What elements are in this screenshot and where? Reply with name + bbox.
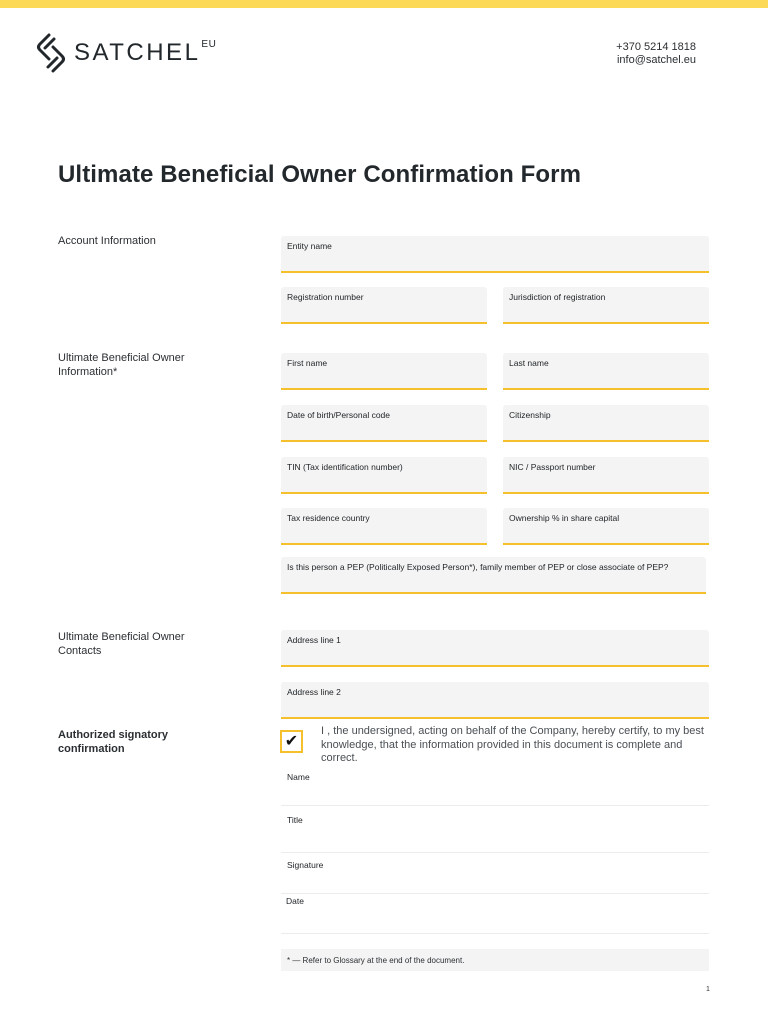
dob-label: Date of birth/Personal code: [287, 410, 391, 420]
title-input-line[interactable]: [281, 852, 709, 853]
registration-number-field[interactable]: [281, 287, 487, 324]
address-line-1-field[interactable]: [281, 630, 709, 667]
section-authorized-signatory: Authorized signatory confirmation: [58, 729, 169, 755]
last-name-field[interactable]: [503, 353, 709, 390]
section-ubo-information: Ultimate Beneficial Owner Information*: [58, 352, 185, 378]
tin-field[interactable]: [281, 457, 487, 494]
date-label: Date: [286, 896, 304, 906]
entity-name-label: Entity name: [287, 241, 332, 251]
address-line-2-field[interactable]: [281, 682, 709, 719]
top-accent-bar: [0, 0, 768, 8]
email-address[interactable]: info@satchel.eu: [616, 54, 696, 66]
name-label: Name: [287, 772, 310, 782]
pep-field[interactable]: [281, 557, 706, 594]
certification-text: I , the undersigned, acting on behalf of the Company, hereby certify, to my best knowledge, that the information provided in this document is complete and correct.: [321, 725, 704, 764]
satchel-logo: [36, 32, 216, 74]
contact-info: [616, 41, 696, 67]
section-account-information: Account Information: [58, 235, 156, 247]
citizenship-label: Citizenship: [509, 410, 551, 420]
ownership-label: Ownership % in share capital: [509, 513, 620, 523]
address-line-1-label: Address line 1: [287, 635, 341, 645]
first-name-field[interactable]: [281, 353, 487, 390]
first-name-label: First name: [287, 358, 328, 368]
phone-number[interactable]: +370 5214 1818: [616, 41, 696, 53]
address-line-2-label: Address line 2: [287, 687, 341, 697]
nic-passport-field[interactable]: [503, 457, 709, 494]
entity-name-field[interactable]: [281, 236, 709, 273]
glossary-footnote: [281, 949, 709, 971]
signature-input-line[interactable]: [281, 893, 709, 894]
jurisdiction-field[interactable]: [503, 287, 709, 324]
jurisdiction-label: Jurisdiction of registration: [509, 292, 606, 302]
page-title: Ultimate Beneficial Owner Confirmation Form: [58, 161, 582, 188]
logo-wordmark: SATCHEL: [74, 39, 201, 66]
confirmation-checkbox[interactable]: [280, 730, 303, 753]
satchel-logo-icon: [36, 32, 66, 74]
logo-superscript: EU: [201, 38, 217, 50]
last-name-label: Last name: [509, 358, 549, 368]
citizenship-field[interactable]: [503, 405, 709, 442]
tin-label: TIN (Tax identification number): [287, 462, 403, 472]
name-input-line[interactable]: [281, 805, 709, 806]
tax-residence-field[interactable]: [281, 508, 487, 545]
glossary-footnote-text: * — Refer to Glossary at the end of the document.: [287, 956, 465, 965]
section-ubo-contacts: Ultimate Beneficial Owner Contacts: [58, 631, 185, 657]
ownership-field[interactable]: [503, 508, 709, 545]
title-label: Title: [287, 815, 303, 825]
nic-passport-label: NIC / Passport number: [509, 462, 596, 472]
page-number: 1: [706, 986, 710, 993]
signature-label: Signature: [287, 860, 324, 870]
dob-field[interactable]: [281, 405, 487, 442]
registration-number-label: Registration number: [287, 292, 364, 302]
tax-residence-label: Tax residence country: [287, 513, 370, 523]
date-input-line[interactable]: [281, 933, 709, 934]
checkmark-icon: ✔: [284, 732, 299, 750]
pep-label: Is this person a PEP (Politically Exposed Person*), family member of PEP or close associate of PEP?: [287, 562, 669, 572]
